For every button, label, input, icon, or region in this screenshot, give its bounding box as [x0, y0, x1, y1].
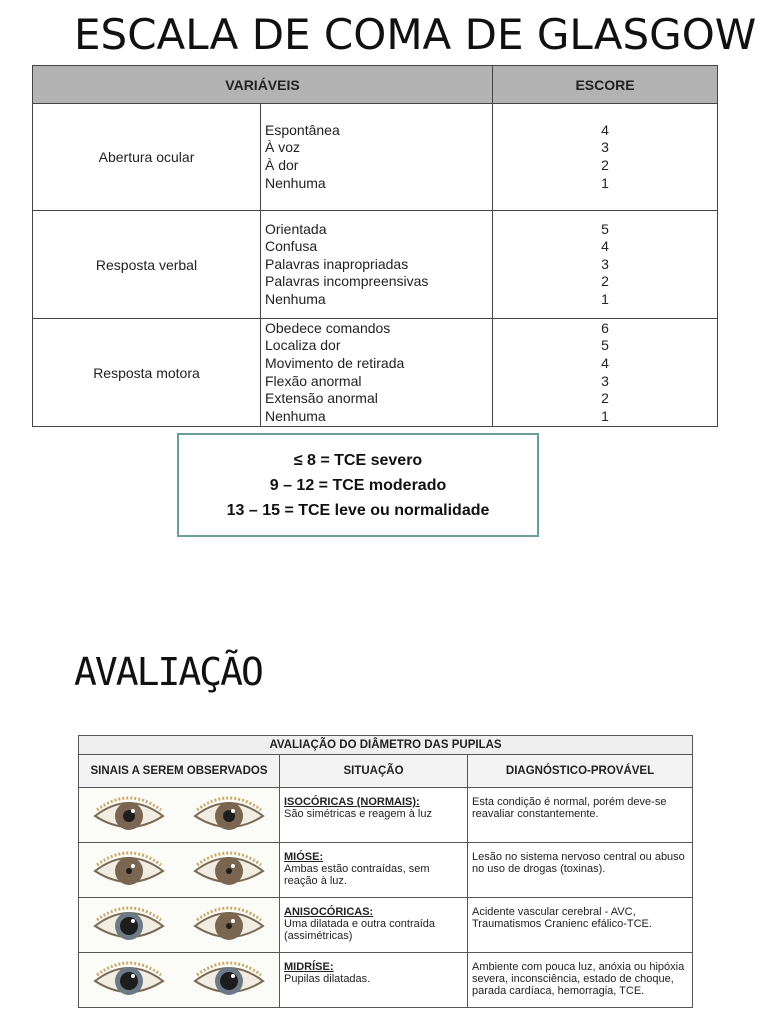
gcs-response-label: Palavras incompreensivas: [265, 273, 429, 290]
gcs-response-score: 1: [601, 290, 609, 307]
gcs-responses-cell: [261, 104, 493, 211]
pupil-situation-description: Ambas estão contraídas, sem reação à luz.: [284, 863, 430, 887]
pupil-situation-name: MIDRÍSE:: [284, 961, 334, 973]
gcs-response-score: 4: [601, 354, 609, 371]
page-title: ESCALA DE COMA DE GLASGOW: [74, 10, 757, 59]
eye-dilated-icon: [91, 902, 167, 949]
gcs-group-row: [33, 104, 718, 211]
gcs-response-score: 1: [601, 407, 609, 424]
pupil-situation-cell: [280, 953, 468, 1008]
pupil-situation-name: MIÓSE:: [284, 851, 324, 863]
gcs-response-score: 2: [601, 273, 609, 290]
eye-constricted-icon: [91, 847, 167, 894]
gcs-scores-cell: [493, 319, 718, 427]
gcs-variable-name: Resposta verbal: [33, 211, 261, 319]
gcs-response-score: 4: [601, 238, 609, 255]
pupil-situation-cell: [280, 898, 468, 953]
evaluation-heading: AVALIAÇÃO: [74, 650, 262, 694]
gcs-response-label: Orientada: [265, 220, 327, 237]
gcs-group-row: [33, 211, 718, 319]
gcs-response-label: Movimento de retirada: [265, 354, 405, 371]
severity-summary-box: [177, 433, 539, 537]
pupils-table: [78, 735, 693, 1008]
pupil-situation-description: Pupilas dilatadas.: [284, 973, 371, 985]
gcs-response-label: Nenhuma: [265, 290, 326, 307]
pupil-situation-cell: [280, 788, 468, 843]
gcs-response-label: Extensão anormal: [265, 390, 378, 407]
gcs-response-label: Palavras inapropriadas: [265, 255, 409, 272]
gcs-response-label: Flexão anormal: [265, 372, 362, 389]
pupils-table-container: [78, 735, 692, 1008]
eye-dilated-icon: [191, 957, 267, 1004]
pupils-caption: AVALIAÇÃO DO DIÂMETRO DAS PUPILAS: [79, 736, 693, 755]
gcs-variable-name: Abertura ocular: [33, 104, 261, 211]
gcs-response-label: Localiza dor: [265, 337, 341, 354]
pupil-eyes-cell: [79, 843, 280, 898]
gcs-response-score: 2: [601, 157, 609, 173]
pupil-row: [79, 953, 693, 1008]
gcs-response-label: Espontânea: [265, 121, 340, 138]
header-signs: SINAIS A SEREM OBSERVADOS: [79, 755, 280, 788]
header-score: ESCORE: [493, 66, 718, 104]
pupil-situation-description: Uma dilatada e outra contraída (assimétricas): [284, 918, 436, 942]
summary-line-severe: ≤ 8 = TCE severo: [293, 451, 423, 469]
pupil-row: [79, 843, 693, 898]
pupil-situation-cell: [280, 843, 468, 898]
header-variables: VARIÁVEIS: [33, 66, 493, 104]
gcs-response-label: Nenhuma: [265, 174, 326, 191]
gcs-response-score: 5: [601, 220, 609, 237]
eye-constricted-icon: [191, 902, 267, 949]
gcs-response-score: 3: [601, 255, 609, 272]
gcs-scores-cell: [493, 104, 718, 211]
gcs-response-label: Confusa: [265, 238, 318, 255]
gcs-response-label: Obedece comandos: [265, 319, 391, 336]
pupil-eyes-cell: [79, 788, 280, 843]
gcs-responses-cell: [261, 319, 493, 427]
gcs-scores-cell: [493, 211, 718, 319]
glasgow-table: [32, 65, 718, 427]
pupil-diagnosis-cell: Ambiente com pouca luz, anóxia ou hipóxia severa, inconsciência, estado de choque, parada cardíaca, hemorragia, TCE.: [468, 953, 693, 1008]
summary-line-moderate: 9 – 12 = TCE moderado: [269, 476, 447, 494]
gcs-response-score: 5: [601, 337, 609, 354]
header-diagnosis: DIAGNÓSTICO-PROVÁVEL: [468, 755, 693, 788]
eye-dilated-icon: [91, 957, 167, 1004]
pupil-situation-name: ISOCÓRICAS (NORMAIS):: [284, 796, 420, 808]
summary-line-mild: 13 – 15 = TCE leve ou normalidade: [226, 501, 490, 519]
eye-normal-icon: [91, 792, 167, 839]
gcs-response-label: Nenhuma: [265, 407, 326, 424]
pupil-eyes-cell: [79, 953, 280, 1008]
gcs-response-label: À dor: [265, 157, 299, 173]
pupil-diagnosis-cell: Lesão no sistema nervoso central ou abuso no uso de drogas (toxinas).: [468, 843, 693, 898]
gcs-response-score: 3: [601, 139, 609, 156]
pupil-situation-name: ANISOCÓRICAS:: [284, 906, 374, 918]
pupil-diagnosis-cell: Esta condição é normal, porém deve-se reavaliar constantemente.: [468, 788, 693, 843]
gcs-variable-name: Resposta motora: [33, 319, 261, 427]
gcs-response-label: À voz: [265, 139, 301, 156]
pupil-situation-description: São simétricas e reagem à luz: [284, 808, 432, 820]
pupil-row: [79, 788, 693, 843]
gcs-response-score: 2: [601, 390, 609, 407]
pupil-eyes-cell: [79, 898, 280, 953]
gcs-response-score: 3: [601, 372, 609, 389]
pupil-row: [79, 898, 693, 953]
gcs-response-score: 1: [601, 174, 609, 191]
eye-constricted-icon: [191, 847, 267, 894]
gcs-group-row: [33, 319, 718, 427]
gcs-responses-cell: [261, 211, 493, 319]
eye-normal-icon: [191, 792, 267, 839]
gcs-response-score: 4: [601, 121, 609, 138]
header-situation: SITUAÇÃO: [280, 755, 468, 788]
gcs-response-score: 6: [601, 319, 609, 336]
pupil-diagnosis-cell: Acidente vascular cerebral - AVC, Traumatismos Cranienc efálico-TCE.: [468, 898, 693, 953]
